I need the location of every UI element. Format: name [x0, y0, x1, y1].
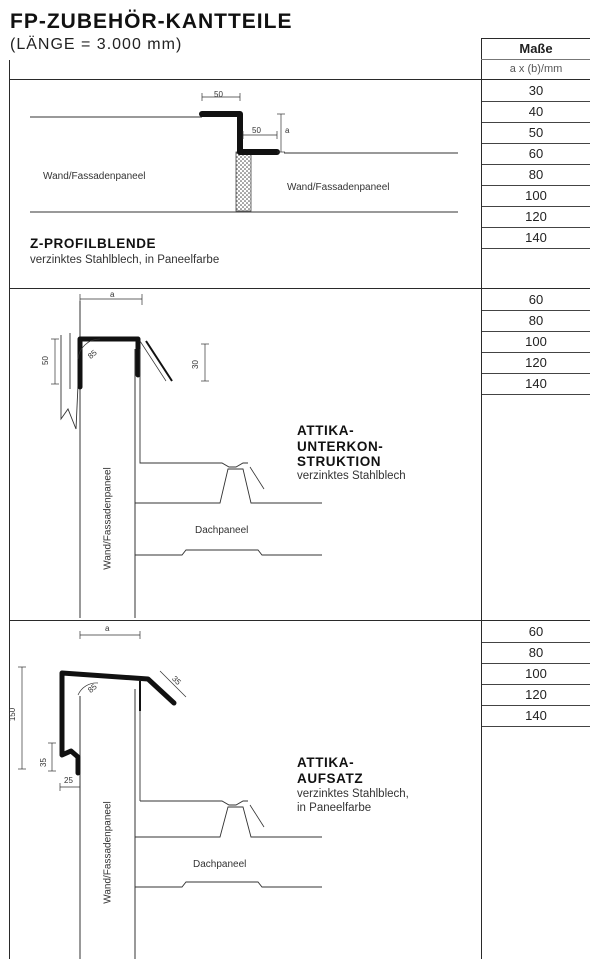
size-cell: 30: [482, 80, 590, 102]
size-cell: 100: [482, 663, 590, 685]
dim-label: 25: [64, 776, 73, 785]
section-description: verzinktes Stahlblech: [297, 470, 406, 482]
size-cell: 120: [482, 206, 590, 228]
size-cell: 120: [482, 352, 590, 374]
wall-panel-label: Wand/Fassadenpaneel: [287, 182, 390, 193]
size-cell: 140: [482, 373, 590, 395]
roof-panel-label: Dachpaneel: [195, 525, 249, 536]
dim-label: 30: [190, 360, 200, 369]
section-description: verzinktes Stahlblech,: [297, 788, 409, 800]
size-cell: 80: [482, 642, 590, 664]
size-cell: 100: [482, 331, 590, 353]
page-title: FP-ZUBEHÖR-KANTTEILE: [10, 10, 293, 33]
dim-label: 35: [170, 674, 183, 687]
section-name: STRUKTION: [297, 454, 382, 469]
section-name: ATTIKA-: [297, 755, 355, 770]
size-cell: 60: [482, 289, 590, 311]
dim-label: 85: [86, 348, 99, 361]
size-cell: 60: [482, 621, 590, 643]
section-name: AUFSATZ: [297, 771, 364, 786]
roof-panel-label: Dachpaneel: [193, 859, 247, 870]
size-cell: 40: [482, 101, 590, 123]
size-cell: 50: [482, 122, 590, 144]
page-subtitle: (LÄNGE = 3.000 mm): [10, 36, 183, 53]
size-cell: 60: [482, 143, 590, 165]
size-cell: 80: [482, 310, 590, 332]
dim-label: 50: [40, 356, 50, 365]
wall-panel-label: Wand/Fassadenpaneel: [102, 801, 114, 904]
header-top-border: [481, 38, 590, 39]
dim-label: 150: [8, 707, 18, 722]
wall-panel-label: Wand/Fassadenpaneel: [102, 467, 114, 570]
column-unit: a x (b)/mm: [509, 63, 563, 75]
section-name: Z-PROFILBLENDE: [30, 236, 157, 251]
section-description: verzinktes Stahlblech, in Paneelfarbe: [30, 254, 220, 266]
dim-label: 50: [214, 90, 223, 99]
size-cell: 120: [482, 684, 590, 706]
section-name: ATTIKA-: [297, 423, 355, 438]
size-cell: 100: [482, 185, 590, 207]
dim-label: 85: [86, 682, 99, 695]
size-cell: 140: [482, 705, 590, 727]
size-cell: 80: [482, 164, 590, 186]
header-inner-border: [481, 59, 590, 60]
dim-label: 50: [252, 126, 261, 135]
size-cell: 140: [482, 227, 590, 249]
attika-unterkonstruktion-drawing: [0, 289, 470, 619]
dim-label: a: [105, 624, 110, 633]
wall-panel-label: Wand/Fassadenpaneel: [43, 171, 146, 182]
dim-label: a: [285, 126, 290, 135]
section-description: in Paneelfarbe: [297, 802, 372, 814]
dim-label: 35: [38, 758, 48, 767]
dim-label: a: [110, 290, 115, 299]
section-name: UNTERKON-: [297, 439, 384, 454]
column-title: Maße: [519, 41, 553, 56]
